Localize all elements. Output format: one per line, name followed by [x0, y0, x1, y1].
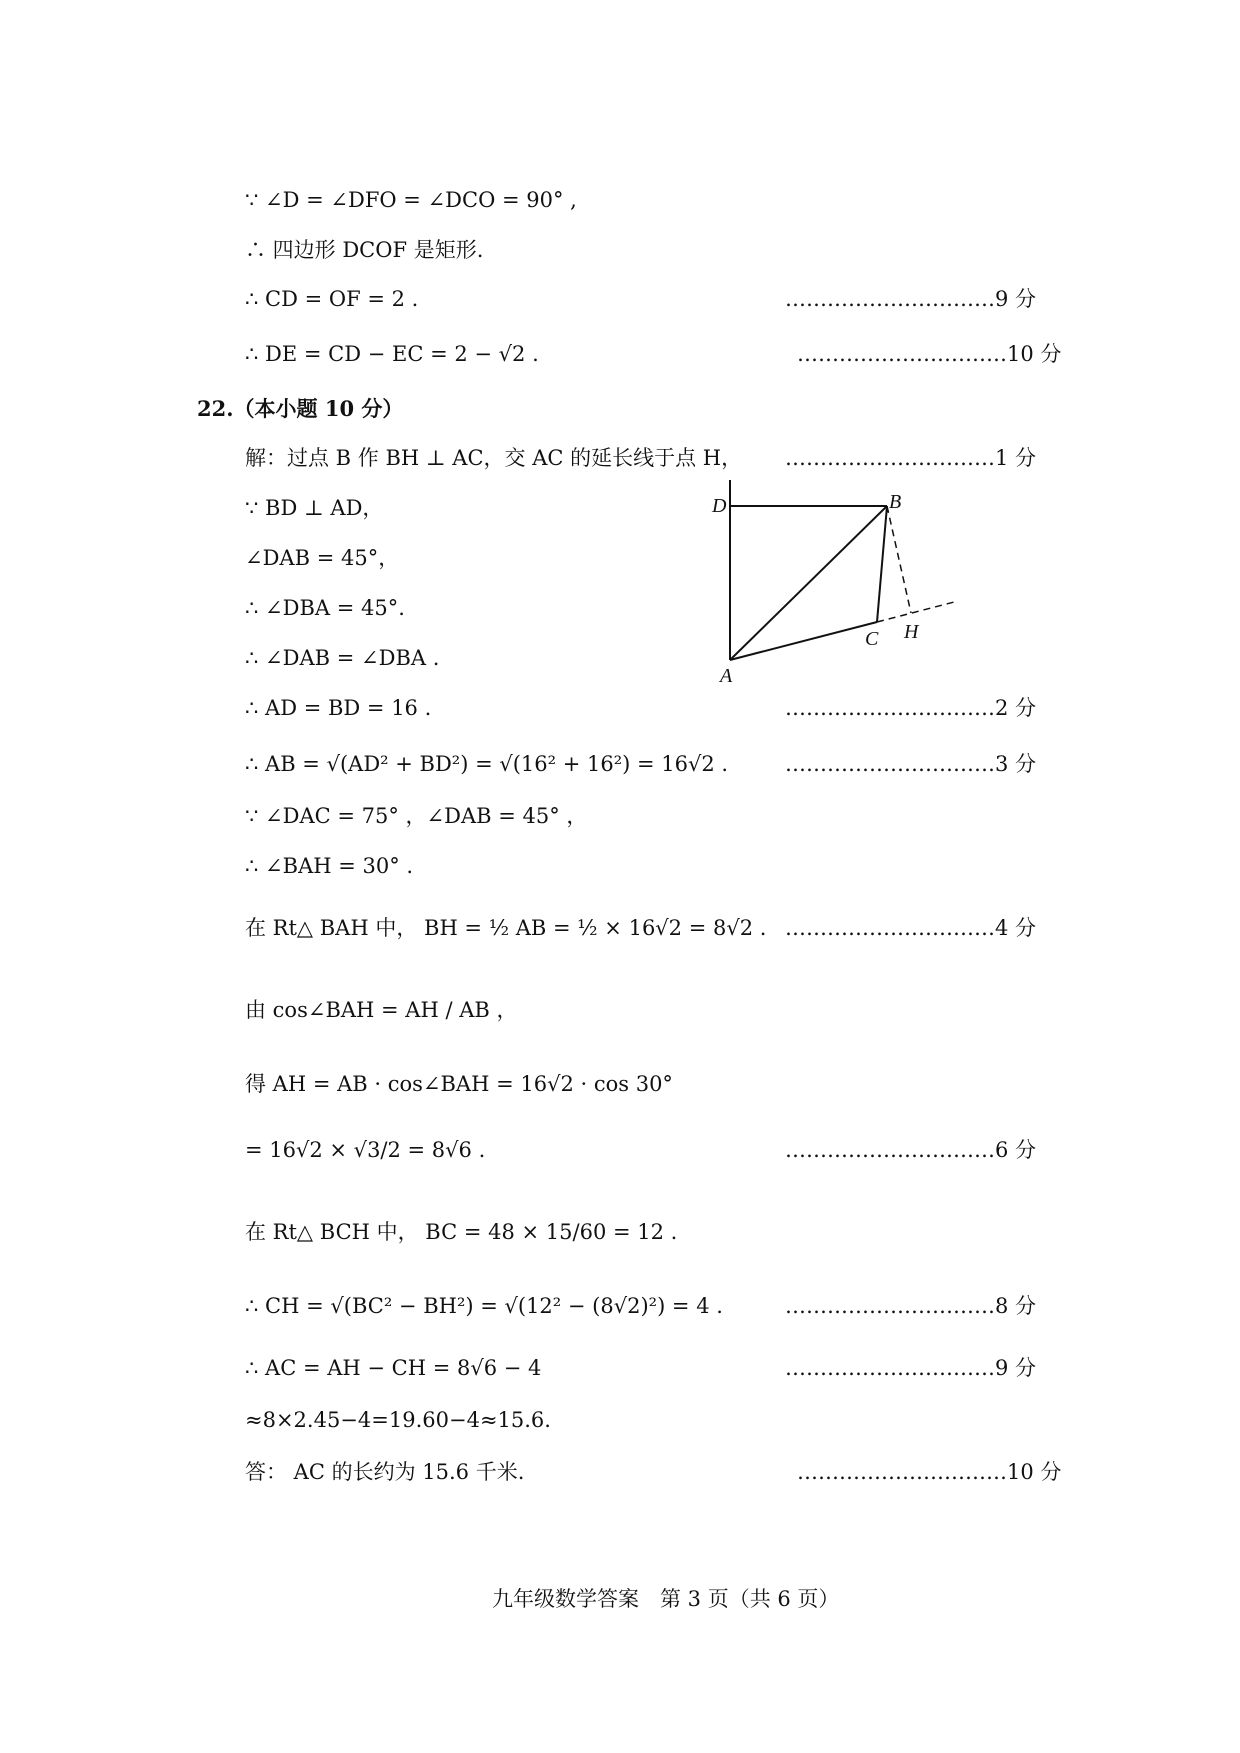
- solution-line: ∵ BD ⊥ AD，: [245, 496, 384, 520]
- solution-line: 得 AH = AB · cos∠BAH = 16√2 · cos 30°: [245, 1072, 673, 1096]
- solution-line: 解：过点 B 作 BH ⊥ AC，交 AC 的延长线于点 H，: [245, 446, 743, 470]
- solution-line: ∴ ∠DAB = ∠DBA .: [245, 646, 440, 670]
- solution-line: ∠DAB = 45°，: [245, 546, 400, 570]
- label-b: B: [889, 491, 902, 513]
- label-c: C: [865, 628, 879, 650]
- line-ac: [730, 622, 877, 660]
- line-bh: [887, 506, 911, 613]
- score-marker: …………………………4 分: [785, 916, 1037, 940]
- score-marker: …………………………2 分: [785, 696, 1037, 720]
- solution-line: ∴ ∠BAH = 30° .: [245, 854, 414, 878]
- solution-line: 答： AC 的长约为 15.6 千米.: [245, 1460, 525, 1484]
- solution-line: ∴ AC = AH − CH = 8√6 − 4: [245, 1356, 542, 1380]
- solution-line: ∴ CH = √(BC² − BH²) = √(12² − (8√2)²) = 4 .: [245, 1294, 723, 1318]
- solution-line: 在 Rt△ BAH 中， BH = ½ AB = ½ × 16√2 = 8√2 .: [245, 916, 767, 940]
- solution-line: ∴ AD = BD = 16 .: [245, 696, 432, 720]
- page-footer: 九年级数学答案 第 3 页（共 6 页）: [492, 1587, 840, 1611]
- line-bc: [877, 506, 887, 622]
- question-heading: 22.（本小题 10 分）: [197, 396, 404, 421]
- label-h: H: [904, 621, 919, 643]
- solution-line: = 16√2 × √3/2 = 8√6 .: [245, 1138, 486, 1162]
- solution-line: ∴ ∠DBA = 45°.: [245, 596, 405, 620]
- solution-line: ∵ ∠DAC = 75° ，∠DAB = 45° ，: [245, 804, 588, 828]
- score-marker: …………………………1 分: [785, 446, 1037, 470]
- label-d: D: [712, 495, 727, 517]
- label-a: A: [720, 665, 733, 687]
- solution-line: ∴ AB = √(AD² + BD²) = √(16² + 16²) = 16√2 .: [245, 752, 729, 776]
- score-marker: …………………………3 分: [785, 752, 1037, 776]
- score-marker: …………………………8 分: [785, 1294, 1037, 1318]
- solution-line: 由 cos∠BAH = AH / AB ，: [245, 998, 518, 1022]
- line-ab: [730, 506, 887, 660]
- proof-line: ∴ CD = OF = 2 .: [245, 287, 419, 311]
- score-marker: …………………………6 分: [785, 1138, 1037, 1162]
- score-marker: …………………………9 分: [785, 287, 1037, 311]
- proof-line: ∴ DE = CD − EC = 2 − √2 .: [245, 342, 539, 366]
- line-ch-extension: [877, 601, 958, 622]
- score-marker: …………………………10 分: [797, 342, 1062, 366]
- score-marker: …………………………10 分: [797, 1460, 1062, 1484]
- score-marker: …………………………9 分: [785, 1356, 1037, 1380]
- proof-line: ∵ ∠D = ∠DFO = ∠DCO = 90° ,: [245, 188, 577, 212]
- solution-line: ≈8×2.45−4=19.60−4≈15.6.: [245, 1408, 551, 1432]
- geometry-figure: [700, 470, 980, 690]
- solution-line: 在 Rt△ BCH 中， BC = 48 × 15/60 = 12 .: [245, 1220, 678, 1244]
- proof-line: ∴ 四边形 DCOF 是矩形.: [245, 238, 484, 262]
